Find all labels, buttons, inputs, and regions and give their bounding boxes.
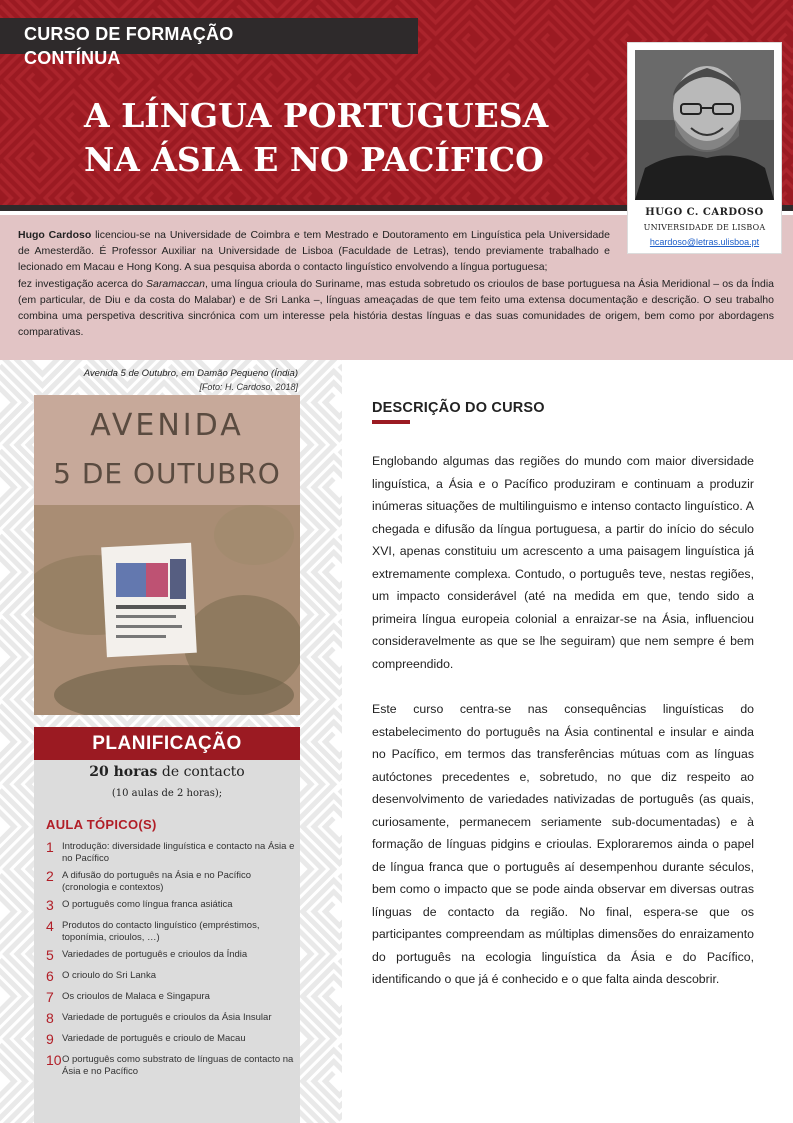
topic-text: Os crioulos de Malaca e Singapura [62, 991, 210, 1002]
course-title [84, 94, 548, 182]
bio-paragraph-1 [18, 227, 610, 276]
topic-text: O português como substrato de línguas de contacto na Ásia e no Pacífico [62, 1054, 294, 1077]
course-title-line1: A LÍNGUA PORTUGUESA [84, 96, 549, 135]
bio-line2-em: Saramaccan [146, 277, 205, 290]
topic-item [46, 948, 296, 964]
topic-text: Introdução: diversidade linguística e contacto na Ásia e no Pacífico [62, 841, 295, 864]
topic-number: 9 [46, 1031, 54, 1047]
description-paragraph-2: Este curso centra-se nas consequências linguísticas do estabelecimento do português na Ásia continental e insular e ainda no Pacífico, em termos das transferências mútuas com as línguas autóctones precedentes e, sobretudo, no que diz respeito ao desenvolvimento de variedades nativizadas de português (as quais, curiosamente, permanecem seriamente sub-documentadas) e à formação de línguas pidgins e crioulas. Exploraremos ainda o papel de língua franca que o português aí desempenhou durante séculos, bem como o impacto que se pode ainda observar em diversas outras línguas de contacto da região. No final, espera-se que os participantes compreendam as múltiplas dimensões do enraizamento do português na ecologia linguística da Ásia e do Pacífico, identificando o que já é conhecido e o que falta ainda descobrir. [372, 702, 754, 986]
topic-item [46, 898, 296, 914]
plan-panel [34, 760, 300, 1123]
bio-line2-post: , uma língua crioula do Suriname, mas estuda sobretudo os crioulos de base portuguesa na Ásia Meridional – os da Índia (em particular, de Diu e da costa do Malabar) e de Sri Lanka –, línguas ameaçadas de que tem feito uma extensa documentação e descrição. O seu trabalho combina uma perspetiva descritiva sincrónica com um interesse pela história destas línguas e das suas comunidades de origem, bem como por abordagens comparativas. [18, 277, 774, 339]
topic-text: O português como língua franca asiática [62, 899, 233, 910]
topic-item [46, 990, 296, 1006]
plan-title: PLANIFICAÇÃO [92, 733, 242, 754]
photo-credit: [Foto: H. Cardoso, 2018] [199, 382, 298, 392]
course-type [24, 22, 233, 70]
topic-text: Variedade de português e crioulos da Ásia Insular [62, 1012, 272, 1023]
description-body [372, 450, 754, 1014]
topic-number: 2 [46, 868, 54, 884]
instructor-photo [635, 50, 774, 200]
topic-number: 4 [46, 918, 54, 934]
topic-number: 7 [46, 989, 54, 1005]
topic-item [46, 1032, 296, 1048]
bio-line1: licenciou-se na Universidade de Coimbra e tem Mestrado e Doutoramento em Linguística pela Universidade de Amesterdão. É Professor Auxiliar na Universidade de Lisboa (Faculdade de Letras), tendo previamente trabalhado e lecionado em Macau e Hong Kong. A sua pesquisa aborda o contacto linguístico envolvendo a língua portuguesa; [18, 229, 610, 274]
hours-value: 20 horas [89, 764, 158, 780]
topic-number: 8 [46, 1010, 54, 1026]
topic-item [46, 869, 296, 893]
topic-text: Variedade de português e crioulo de Macau [62, 1033, 246, 1044]
description-paragraph-1: Englobando algumas das regiões do mundo com maior diversidade linguística, a Ásia e o Pacífico produziram e continuam a produzir inúmeras situações de multilinguismo e intenso contacto linguístico. A chegada e difusão da língua portuguesa, a partir do início do século XVI, apenas constituiu um acrescento a uma paisagem linguística já extremamente complexa. Contudo, o português teve, nestas regiões, um impacto considerável (até na medida em que, tendo sido a primeira língua europeia colonial a enraizar-se na Ásia, influenciou consideravelmente as que se lhe seguiram) que nem sempre é bem compreendido. [372, 454, 754, 671]
instructor-name: HUGO C. CARDOSO [645, 207, 764, 218]
photo-caption: Avenida 5 de Outubro, em Damão Pequeno (Índia) [83, 368, 298, 379]
topic-item [46, 840, 296, 864]
course-type-line2: CONTÍNUA [24, 48, 121, 68]
topic-item [46, 919, 296, 943]
topic-item [46, 1053, 296, 1077]
course-title-line2: NA ÁSIA E NO PACÍFICO [84, 140, 544, 179]
topics-list [46, 840, 296, 1082]
topic-number: 6 [46, 968, 54, 984]
topic-number: 10 [46, 1052, 62, 1068]
instructor-email-link[interactable]: hcardoso@letras.ulisboa.pt [649, 237, 760, 247]
topic-text: O crioulo do Sri Lanka [62, 970, 156, 981]
topic-text: A difusão do português na Ásia e no Pacífico (cronologia e contextos) [62, 870, 252, 893]
topics-header: AULA TÓPICO(S) [46, 817, 157, 832]
sign-line-1: AVENIDA [90, 408, 244, 443]
plan-header [34, 727, 300, 760]
topic-number: 1 [46, 839, 54, 855]
description-heading: DESCRIÇÃO DO CURSO [372, 400, 545, 416]
topic-text: Variedades de português e crioulos da Índia [62, 949, 248, 960]
description-heading-underline [372, 420, 410, 424]
sign-line-2: 5 DE OUTUBRO [53, 457, 281, 490]
hours-label: de contacto [157, 764, 245, 780]
topic-text: Produtos do contacto linguístico (empréstimos, toponímia, crioulos, …) [62, 920, 260, 943]
sessions-info: (10 aulas de 2 horas); [111, 788, 223, 799]
instructor-card [627, 42, 782, 254]
topic-item [46, 1011, 296, 1027]
instructor-affiliation: UNIVERSIDADE DE LISBOA [643, 223, 766, 232]
topic-number: 3 [46, 897, 54, 913]
street-sign-photo [34, 395, 300, 715]
topic-number: 5 [46, 947, 54, 963]
course-type-line1: CURSO DE FORMAÇÃO [24, 24, 234, 44]
contact-hours [34, 764, 300, 780]
posted-flyer [101, 543, 197, 658]
bio-paragraph-2 [18, 276, 774, 341]
bio-name: Hugo Cardoso [18, 229, 92, 241]
bio-line2-pre: fez investigação acerca do [18, 277, 147, 290]
topic-item [46, 969, 296, 985]
